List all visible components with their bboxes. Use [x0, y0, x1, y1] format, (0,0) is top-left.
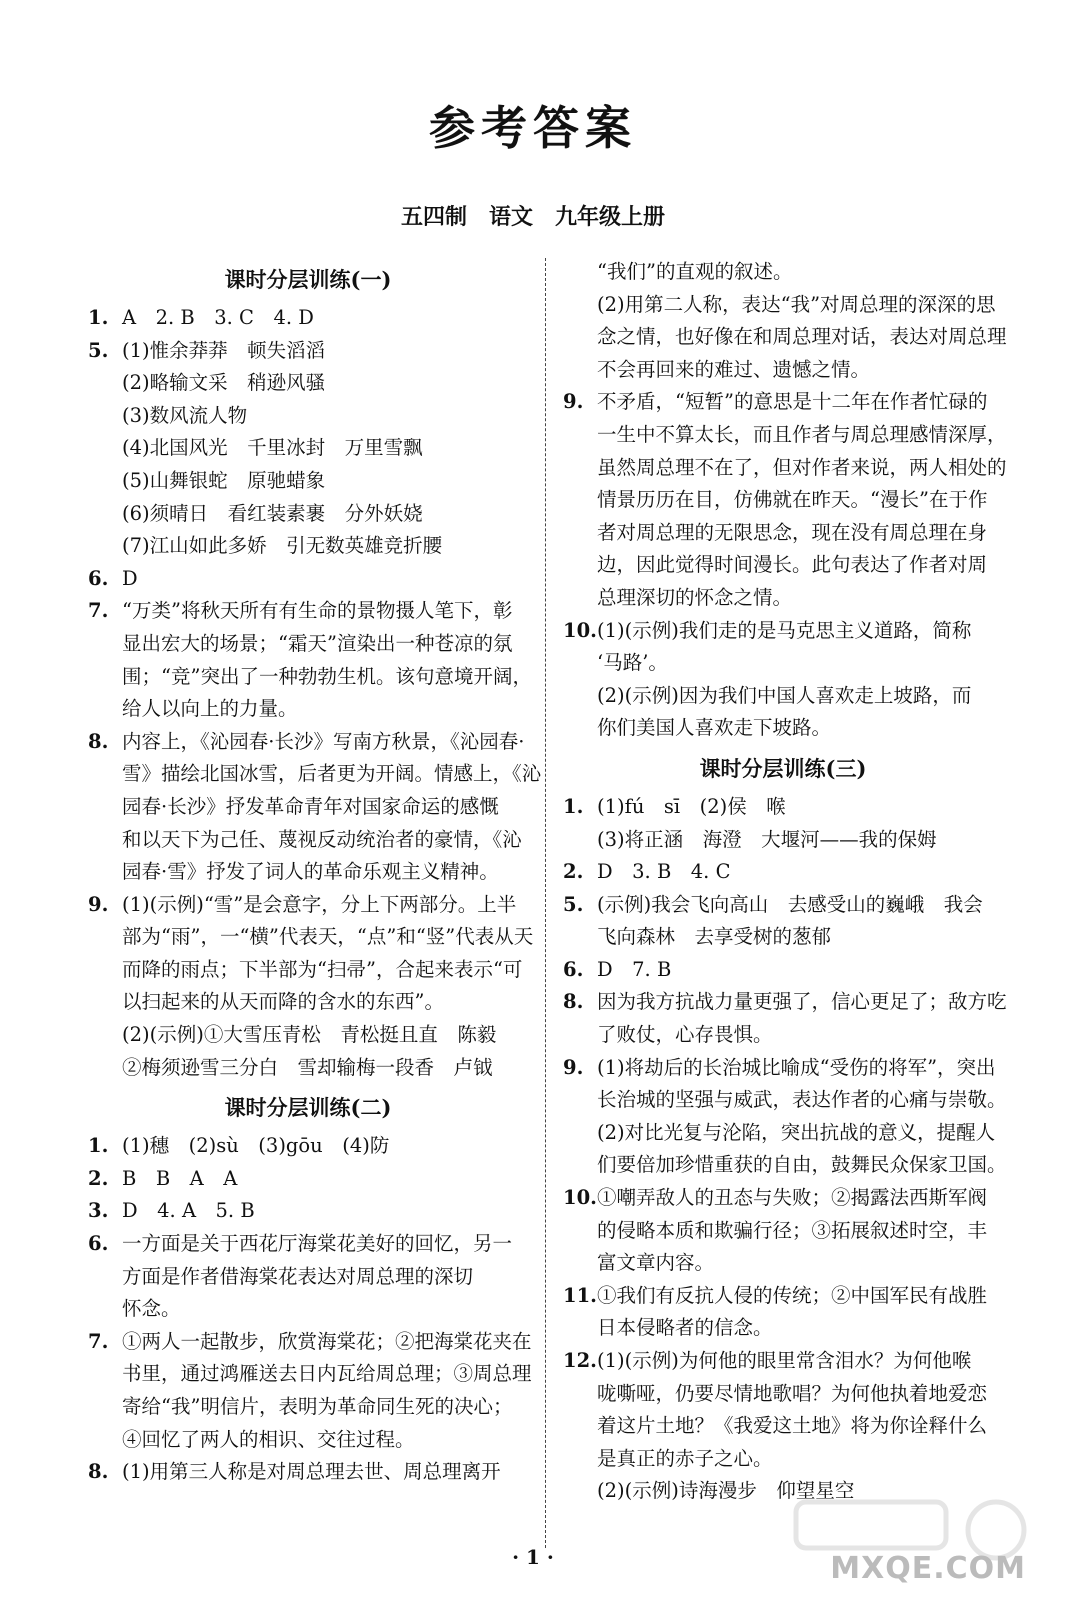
answer-item: [563, 1345, 1003, 1508]
answer-line: ①两人一起散步，欣赏海棠花；②把海棠花夹在: [122, 1329, 532, 1353]
right-column: [563, 256, 1007, 1508]
answer-line: 们要倍加珍惜重获的自由，鼓舞民众保家卫国。: [597, 1153, 1007, 1177]
answer-line: (1)惟余莽莽 顿失滔滔: [122, 338, 326, 362]
answer-number: 9.: [88, 892, 109, 916]
answer-line: 念之情，也好像在和周总理对话，表达对周总理: [597, 325, 1007, 349]
answer-item: [563, 256, 1007, 386]
answer-item: [88, 1130, 528, 1163]
answer-number: 11.: [563, 1283, 597, 1307]
answer-number: 10.: [563, 1186, 597, 1210]
answer-line: (6)须晴日 看红装素裹 分外妖娆: [122, 501, 423, 525]
answer-line: ④回忆了两人的相识、交往过程。: [122, 1427, 415, 1451]
answer-item: [88, 1195, 528, 1228]
answer-line: (1)将劫后的长治城比喻成“受伤的将军”，突出: [597, 1055, 996, 1079]
answer-line: (2)用第二人称，表达“我”对周总理的深深的思: [597, 292, 996, 316]
section-heading: 课时分层训练(三): [699, 755, 867, 781]
answer-line: 者对周总理的无限思念，现在没有周总理在身: [597, 520, 988, 544]
answer-item: [88, 726, 542, 889]
answer-number: 8.: [88, 1460, 109, 1484]
column-divider: [545, 258, 546, 1548]
answer-line: 因为我方抗战力量更强了，信心更足了；敌方吃: [597, 990, 1007, 1014]
answer-line: 以扫起来的从天而降的含水的东西”。: [122, 990, 444, 1014]
answer-item: [88, 1163, 528, 1196]
answer-item: [563, 954, 1003, 987]
answer-line: 部为“雨”，一“横”代表天，“点”和“竖”代表从天: [122, 925, 534, 949]
answer-line: (1)fú sī (2)侯 喉: [597, 794, 786, 818]
page-subtitle: 五四制 语文 九年级上册: [400, 204, 665, 230]
answer-number: 1.: [88, 306, 109, 329]
answer-number: 1.: [563, 794, 584, 818]
answer-item: [88, 1228, 528, 1326]
answer-line: (1)用第三人称是对周总理去世、周总理离开: [122, 1460, 501, 1484]
answer-line: 情景历历在目，仿佛就在昨天。“漫长”在于作: [597, 488, 988, 512]
answer-item: [88, 1456, 528, 1489]
answer-item: [88, 335, 528, 563]
answer-line: 寄给“我”明信片，表明为革命同生死的决心；: [122, 1395, 513, 1418]
answer-line: B B A A: [122, 1166, 238, 1190]
answer-line: 你们美国人喜欢走下坡路。: [597, 716, 832, 740]
answer-item: [563, 986, 1007, 1051]
answer-line: 围；“竞”突出了一种勃勃生机。该句意境开阔，: [122, 664, 532, 688]
answer-item: [563, 889, 1003, 954]
section-heading: 课时分层训练(一): [224, 267, 392, 292]
answer-line: (1)穗 (2)sù (3)gōu (4)防: [122, 1134, 390, 1158]
answer-line: 怀念。: [122, 1297, 181, 1321]
answer-line: 总理深切的怀念之情。: [597, 585, 793, 609]
answer-line: 了败仗，心存畏惧。: [597, 1023, 773, 1047]
answer-line: (1)(示例)我们走的是马克思主义道路，简称: [597, 618, 972, 642]
watermark-text: MXQE.COM: [830, 1551, 1026, 1586]
answer-line: (3)将正涵 海澄 大堰河——我的保姆: [597, 827, 937, 851]
answer-line: 长治城的坚强与威武，表达作者的心痛与崇敬。: [597, 1088, 1007, 1112]
answer-item: [563, 386, 1007, 614]
answer-item: [563, 1052, 1007, 1182]
left-column: [88, 256, 542, 1489]
answer-number: 6.: [563, 957, 584, 981]
answer-line: 不会再回来的难过、遗憾之情。: [597, 357, 871, 381]
answer-number: 9.: [563, 1055, 584, 1079]
answer-line: 园春·长沙》抒发革命青年对国家命运的感慨: [122, 794, 499, 818]
answer-line: (2)(示例)诗海漫步 仰望星空: [597, 1479, 855, 1503]
answer-item: [88, 302, 528, 335]
answer-item: [88, 595, 532, 725]
answer-line: D 4. A 5. B: [122, 1199, 255, 1223]
answer-line: D 3. B 4. C: [597, 860, 731, 884]
answer-number: 5.: [563, 892, 584, 916]
answer-line: 书里，通过鸿雁送去日内瓦给周总理；③周总理: [122, 1362, 532, 1386]
answer-line: (2)(示例)①大雪压青松 青松挺且直 陈毅: [122, 1023, 497, 1047]
answer-line: 是真正的赤子之心。: [597, 1446, 773, 1470]
answer-line: 咙嘶哑，仍要尽情地歌唱？为何他执着地爱恋: [597, 1381, 988, 1405]
answer-item: [88, 563, 528, 596]
answer-item: [88, 889, 534, 1085]
answer-item: [563, 1280, 1003, 1345]
answer-line: 飞向森林 去享受树的葱郁: [597, 925, 832, 949]
answer-line: (7)江山如此多娇 引无数英雄竞折腰: [122, 534, 443, 558]
answer-line: A 2. B 3. C 4. D: [122, 306, 314, 329]
answer-item: [563, 615, 1003, 745]
answer-line: D 7. B: [597, 957, 672, 981]
answer-line: “万类”将秋天所有有生命的景物摄人笔下，彰: [122, 599, 513, 623]
answer-line: (1)(示例)为何他的眼里常含泪水？为何他喉: [597, 1349, 972, 1372]
answer-number: 2.: [563, 860, 584, 884]
answer-number: 1.: [88, 1134, 109, 1158]
answer-item: [88, 1326, 532, 1456]
answer-line: 的侵略本质和欺骗行径；③拓展叙述时空，丰: [597, 1218, 988, 1242]
answer-item: [563, 856, 1003, 889]
answer-line: 边，因此觉得时间漫长。此句表达了作者对周: [597, 553, 988, 577]
answer-line: 园春·雪》抒发了词人的革命乐观主义精神。: [122, 860, 499, 884]
answer-line: 雪》描绘北国冰雪，后者更为开阔。情感上，《沁: [122, 762, 542, 786]
answer-line: ‘马路’。: [597, 651, 668, 675]
answer-line: 而降的雨点；下半部为“扫帚”，合起来表示“可: [122, 957, 523, 981]
answer-number: 10.: [563, 618, 597, 642]
answer-number: 9.: [563, 390, 584, 414]
answer-number: 6.: [88, 566, 109, 590]
answer-item: [563, 1182, 1003, 1280]
answer-line: ①我们有反抗人侵的传统；②中国军民有战胜: [597, 1283, 988, 1307]
answer-line: 显出宏大的场景；“霜天”渲染出一种苍凉的氛: [122, 631, 513, 655]
answer-number: 6.: [88, 1232, 109, 1256]
answer-number: 8.: [563, 990, 584, 1014]
answer-line: 一生中不算太长，而且作者与周总理感情深厚，: [597, 422, 1007, 446]
answer-line: 和以天下为己任、蔑视反动统治者的豪情，《沁: [122, 827, 522, 851]
answer-line: ①嘲弄敌人的丑态与失败；②揭露法西斯军阀: [597, 1186, 988, 1210]
answer-line: (示例)我会飞向高山 去感受山的巍峨 我会: [597, 892, 983, 916]
answer-line: 虽然周总理不在了，但对作者来说，两人相处的: [597, 455, 1007, 479]
answer-line: (2)对比光复与沦陷，突出抗战的意义，提醒人: [597, 1120, 996, 1144]
answer-line: (5)山舞银蛇 原驰蜡象: [122, 468, 326, 492]
page-number: · 1 ·: [512, 1545, 554, 1569]
answer-line: 着这片土地？《我爱这土地》将为你诠释什么: [597, 1414, 988, 1438]
answer-number: 12.: [563, 1349, 597, 1372]
answer-line: 一方面是关于西花厅海棠花美好的回忆，另一: [122, 1232, 513, 1256]
answer-number: 5.: [88, 338, 109, 362]
section-heading: 课时分层训练(二): [224, 1095, 392, 1121]
answer-number: 7.: [88, 1329, 109, 1353]
answer-line: 富文章内容。: [597, 1251, 715, 1275]
answer-line: 给人以向上的力量。: [122, 697, 298, 721]
answer-line: (2)(示例)因为我们中国人喜欢走上坡路，而: [597, 683, 972, 707]
answer-line: 内容上，《沁园春·长沙》写南方秋景，《沁园春·: [122, 729, 525, 753]
answer-line: (3)数风流人物: [122, 403, 248, 427]
page-title: 参考答案: [429, 101, 637, 155]
answer-line: (1)(示例)“雪”是会意字，分上下两部分。上半: [122, 892, 517, 916]
answer-line: 日本侵略者的信念。: [597, 1316, 773, 1340]
answer-item: [563, 791, 1003, 856]
answer-line: 不矛盾，“短暂”的意思是十二年在作者忙碌的: [597, 390, 988, 414]
answer-line: (4)北国风光 千里冰封 万里雪飘: [122, 436, 423, 460]
answer-number: 7.: [88, 599, 109, 623]
answer-number: 3.: [88, 1199, 109, 1223]
answer-line: 方面是作者借海棠花表达对周总理的深切: [122, 1264, 474, 1288]
answer-number: 8.: [88, 729, 109, 753]
answer-line: “我们”的直观的叙述。: [597, 260, 793, 283]
answer-line: D: [122, 566, 138, 590]
answer-number: 2.: [88, 1166, 109, 1190]
answer-line: (2)略输文采 稍逊风骚: [122, 371, 326, 395]
answer-line: ②梅须逊雪三分白 雪却输梅一段香 卢钺: [122, 1055, 493, 1079]
